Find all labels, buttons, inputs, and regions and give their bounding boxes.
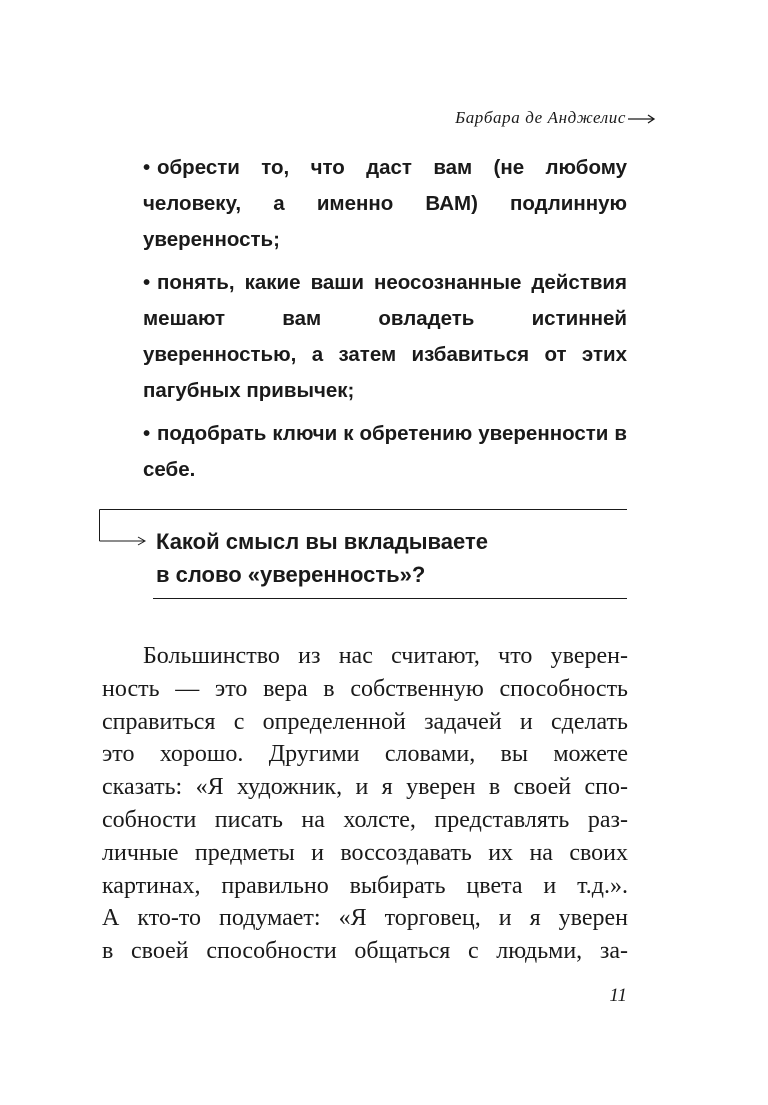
body-line: в своей способности общаться с людьми, за- [102, 938, 628, 965]
bullet-marker: • [143, 156, 151, 179]
bullet-item [143, 416, 627, 488]
bullet-text: понять, какие ваши неосознанные действия мешают вам овладеть истинней уверенностью, а затем избавиться от этих пагубных привычек; [143, 271, 627, 402]
section-heading-line: в слово «уверенность»? [156, 562, 426, 587]
body-line: картинах, правильно выбирать цвета и т.д.». [102, 872, 628, 899]
body-line: ность — это вера в собственную способность [102, 675, 628, 702]
page-number: 11 [609, 985, 627, 1006]
body-line: А кто-то подумает: «Я торговец, и я уверен [102, 905, 628, 932]
body-line: сказать: «Я художник, и я уверен в своей спо- [102, 774, 628, 801]
body-line: собности писать на холсте, представлять раз- [102, 806, 628, 833]
running-head-author: Барбара де Анджелис [455, 108, 626, 127]
bullet-list [143, 150, 627, 495]
running-head [455, 106, 626, 130]
bullet-marker: • [143, 271, 151, 294]
body-paragraph [102, 640, 628, 968]
section-heading [156, 525, 626, 591]
body-line: справиться с определенной задачей и сделать [102, 708, 628, 735]
bullet-text: подобрать ключи к обретению уверенности в себе. [143, 422, 627, 481]
arrow-right-icon [627, 108, 657, 128]
body-line: это хорошо. Другими словами, вы можете [102, 741, 628, 768]
bullet-item [143, 150, 627, 258]
bullet-marker: • [143, 422, 151, 445]
bullet-text: обрести то, что даст вам (не любому человеку, а именно ВАМ) подлинную уверенность; [143, 156, 627, 251]
bullet-item [143, 265, 627, 409]
section-heading-line: Какой смысл вы вкладываете [156, 529, 488, 554]
body-line: личные предметы и воссоздавать их на своих [102, 839, 628, 866]
body-line: Большинство из нас считают, что уверен- [143, 643, 628, 669]
